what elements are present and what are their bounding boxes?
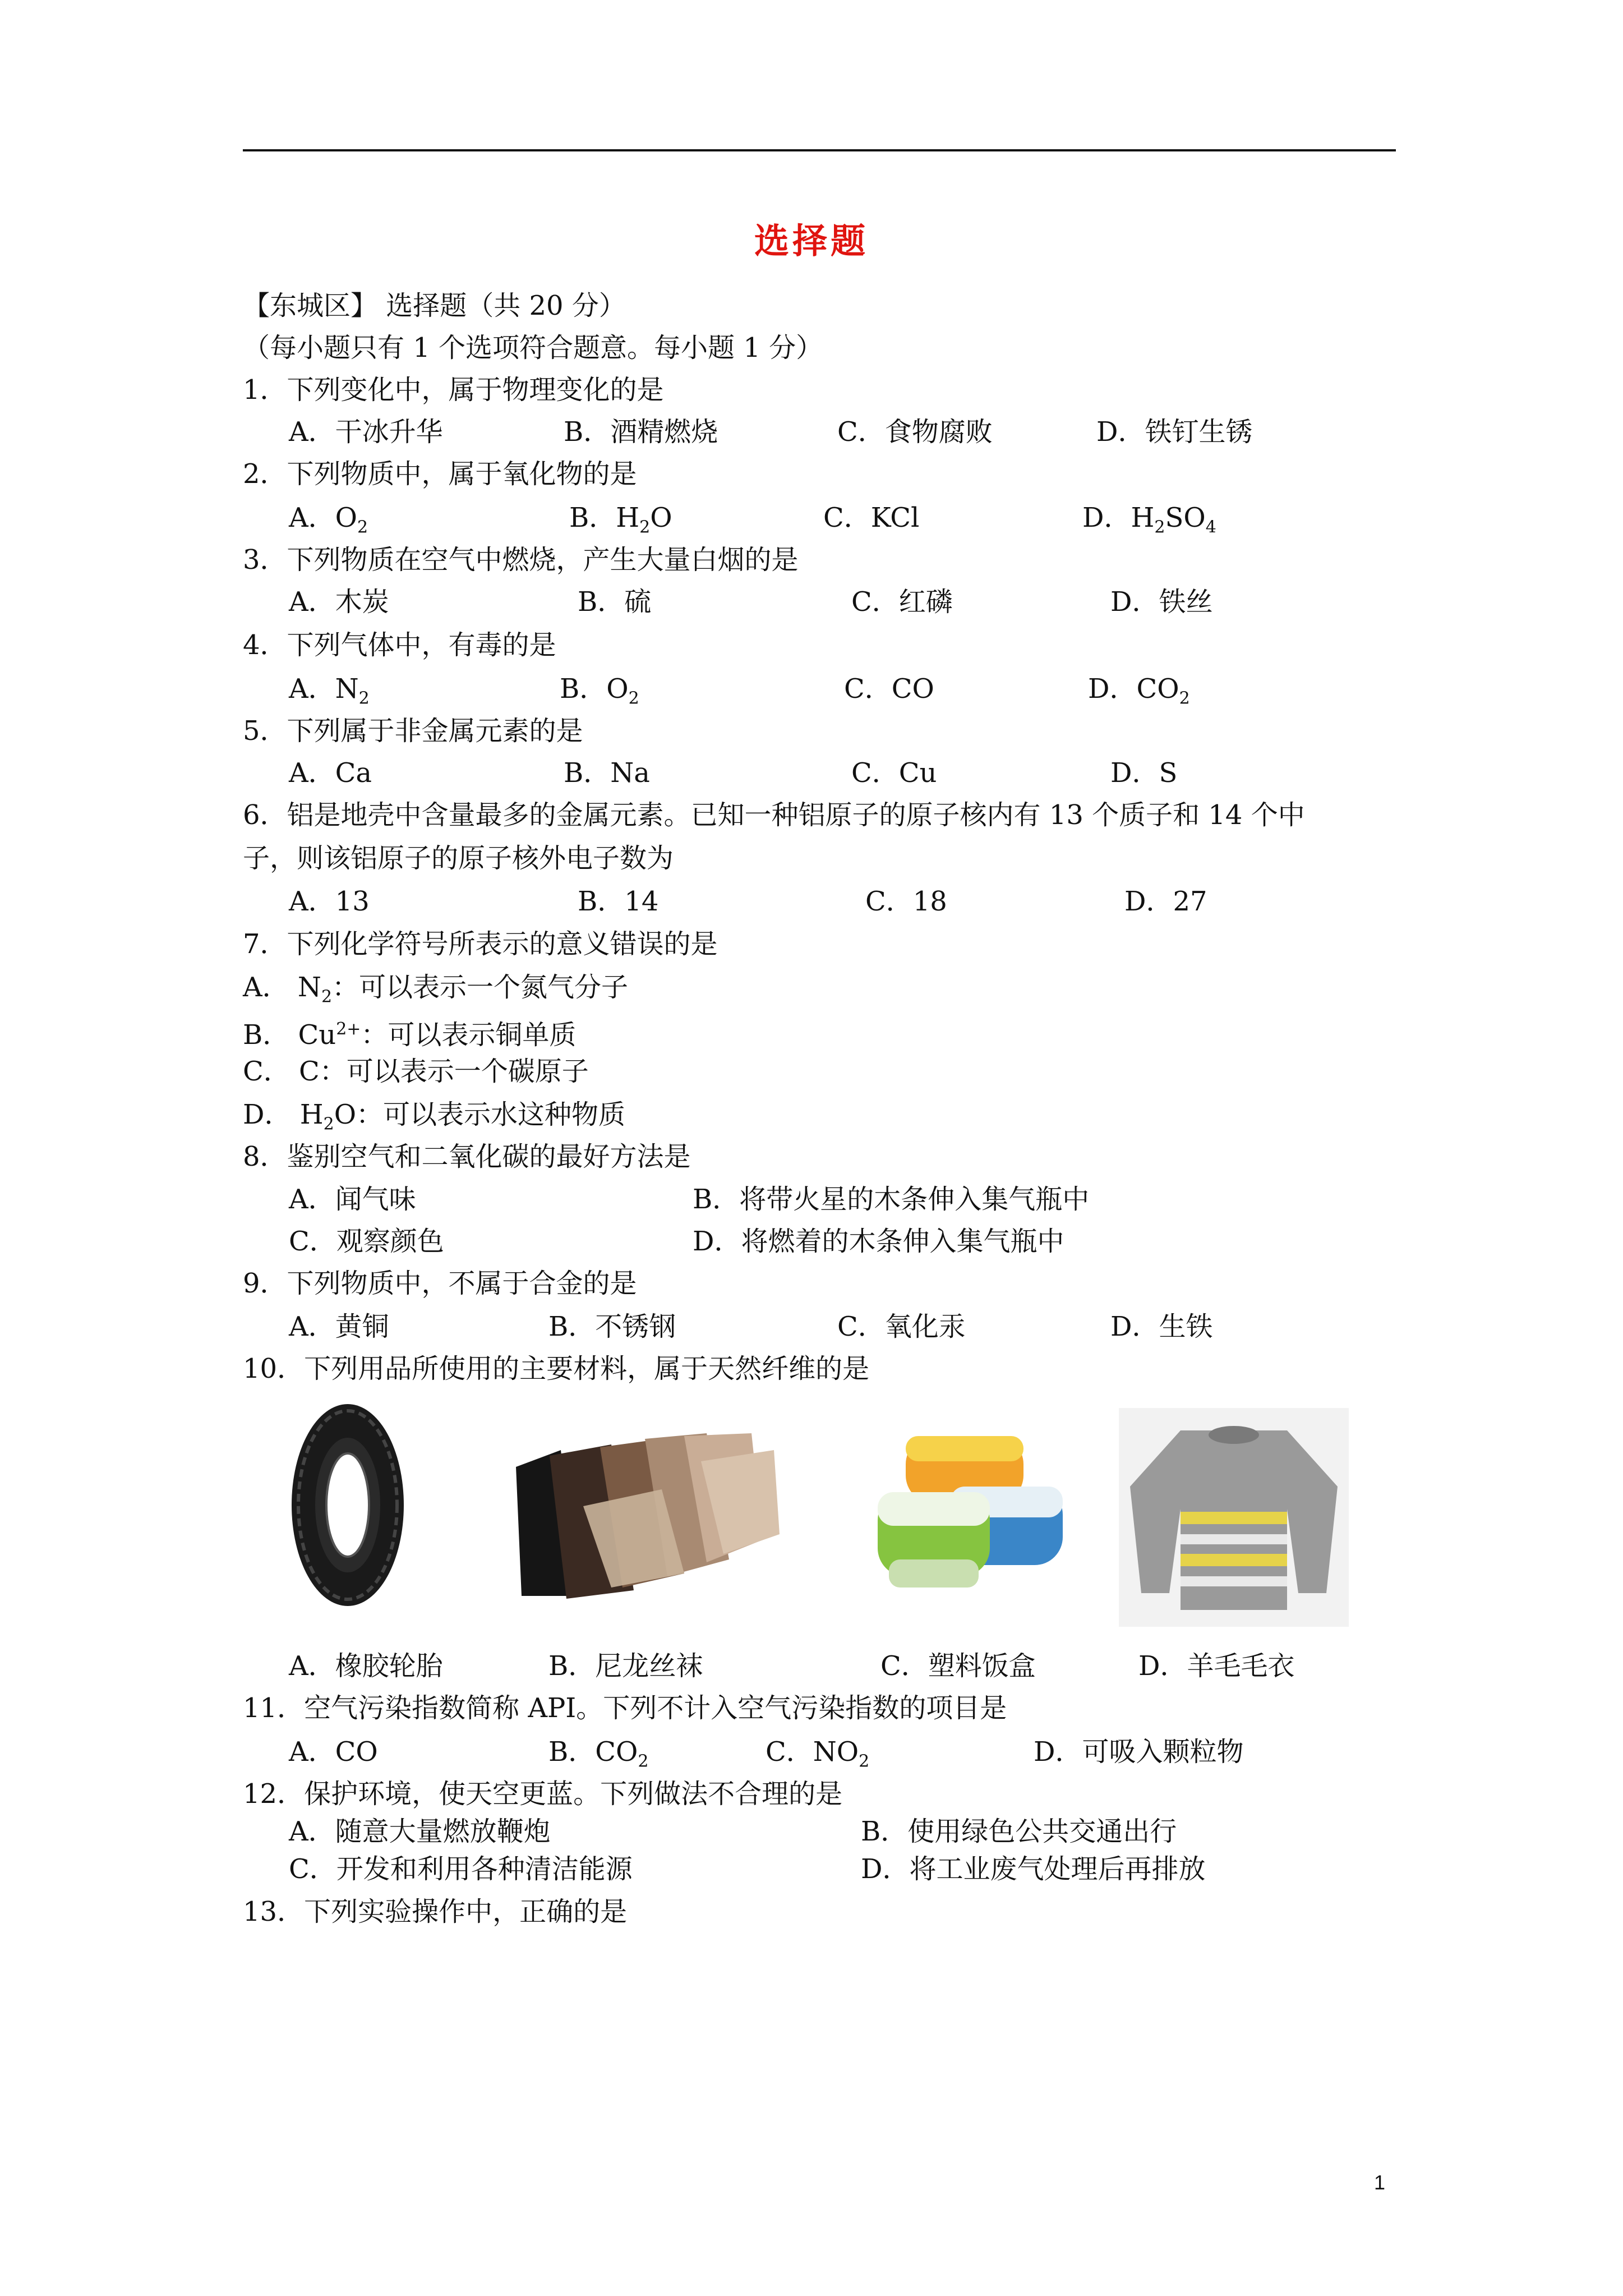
q5-option-c: C．Cu — [851, 757, 937, 789]
q9-option-c: C．氧化汞 — [837, 1311, 966, 1342]
section-note: （每小题只有 1 个选项符合题意。每小题 1 分） — [243, 332, 823, 364]
q8-option-b: B．将带火星的木条伸入集气瓶中 — [693, 1184, 1090, 1215]
q10-stem: 10．下列用品所使用的主要材料，属于天然纤维的是 — [243, 1353, 870, 1384]
page-title: 选择题 — [754, 220, 869, 261]
q12-option-b: B．使用绿色公共交通出行 — [861, 1816, 1177, 1847]
q1-stem: 1．下列变化中，属于物理变化的是 — [243, 374, 664, 406]
q7-option-c: C． C：可以表示一个碳原子 — [243, 1056, 589, 1087]
q7-option-d: D． $H_2O$：可以表示水这种物质 — [243, 1099, 626, 1134]
q2-option-a: A．$O_2$ — [289, 502, 368, 537]
q3-option-c: C．红磷 — [851, 586, 953, 618]
q2-stem: 2．下列物质中，属于氧化物的是 — [243, 458, 637, 490]
q1-option-c: C．食物腐败 — [837, 416, 993, 448]
q4-option-b: B．$O_2$ — [560, 673, 639, 708]
q7-option-b: B． $Cu^{2+}$：可以表示铜单质 — [243, 1019, 577, 1051]
q10-option-c: C．塑料饭盒 — [880, 1650, 1036, 1682]
q12-option-a: A．随意大量燃放鞭炮 — [289, 1816, 551, 1847]
q5-option-b: B．Na — [564, 757, 650, 789]
q5-option-a: A．Ca — [289, 757, 372, 789]
q11-option-a: A．CO — [289, 1736, 378, 1768]
q2-option-d: D．$H_2SO_4$ — [1082, 502, 1216, 537]
q3-option-b: B．硫 — [578, 586, 652, 618]
q11-stem: 11．空气污染指数简称 API。下列不计入空气污染指数的项目是 — [243, 1692, 1007, 1724]
q11-option-c: C．$NO_2$ — [766, 1736, 870, 1772]
q4-option-c: C．CO — [844, 673, 934, 705]
q1-option-b: B．酒精燃烧 — [564, 416, 718, 448]
q7-stem: 7．下列化学符号所表示的意义错误的是 — [243, 928, 718, 960]
q6-stem: 6．铝是地壳中含量最多的金属元素。已知一种铝原子的原子核内有 13 个质子和 14 个中 — [243, 799, 1305, 831]
q7-option-a: A． $N_2$：可以表示一个氮气分子 — [243, 972, 629, 1007]
q4-stem: 4．下列气体中，有毒的是 — [243, 629, 556, 661]
q6-option-c: C．18 — [865, 886, 947, 917]
q3-stem: 3．下列物质在空气中燃烧，产生大量白烟的是 — [243, 544, 799, 576]
q9-option-b: B．不锈钢 — [548, 1311, 676, 1342]
q6-stem-continued: 子，则该铝原子的原子核外电子数为 — [243, 843, 674, 874]
q8-stem: 8．鉴别空气和二氧化碳的最好方法是 — [243, 1141, 691, 1172]
q8-option-a: A．闻气味 — [289, 1184, 416, 1215]
q11-option-b: B．$CO_2$ — [548, 1736, 649, 1772]
q10-option-d: D．羊毛毛衣 — [1138, 1650, 1295, 1682]
q6-option-a: A．13 — [289, 886, 370, 917]
q9-stem: 9．下列物质中，不属于合金的是 — [243, 1268, 637, 1299]
q4-option-d: D．$CO_2$ — [1088, 673, 1190, 708]
q12-option-d: D．将工业废气处理后再排放 — [861, 1853, 1206, 1885]
q12-option-c: C．开发和利用各种清洁能源 — [289, 1853, 633, 1885]
q3-option-a: A．木炭 — [289, 586, 389, 618]
nylon-stockings-image — [516, 1428, 780, 1604]
page-number: 1 — [1374, 2171, 1386, 2194]
q4-option-a: A．$N_2$ — [289, 673, 370, 708]
q6-option-d: D．27 — [1124, 886, 1207, 917]
q9-option-a: A．黄铜 — [289, 1311, 389, 1342]
q6-option-b: B．14 — [578, 886, 659, 917]
section-header: 【东城区】 选择题（共 20 分） — [243, 290, 626, 321]
q11-option-d: D．可吸入颗粒物 — [1034, 1736, 1244, 1768]
q8-option-d: D．将燃着的木条伸入集气瓶中 — [693, 1226, 1064, 1257]
q9-option-d: D．生铁 — [1110, 1311, 1213, 1342]
plastic-lunchbox-image — [866, 1425, 1068, 1607]
q8-option-c: C．观察颜色 — [289, 1226, 444, 1257]
q13-stem: 13．下列实验操作中，正确的是 — [243, 1896, 628, 1927]
q10-option-b: B．尼龙丝袜 — [548, 1650, 703, 1682]
q12-stem: 12．保护环境，使天空更蓝。下列做法不合理的是 — [243, 1778, 843, 1810]
q2-option-c: C．KCl — [823, 502, 920, 533]
q5-option-d: D．S — [1110, 757, 1178, 789]
q3-option-d: D．铁丝 — [1110, 586, 1213, 618]
q1-option-a: A．干冰升华 — [289, 416, 443, 448]
q5-stem: 5．下列属于非金属元素的是 — [243, 715, 583, 747]
wool-sweater-image — [1119, 1408, 1349, 1627]
rubber-tire-image — [286, 1400, 409, 1610]
q2-option-b: B．$H_2O$ — [569, 502, 672, 537]
q1-option-d: D．铁钉生锈 — [1096, 416, 1253, 448]
header-rule — [243, 149, 1396, 151]
q10-option-a: A．橡胶轮胎 — [289, 1650, 443, 1682]
